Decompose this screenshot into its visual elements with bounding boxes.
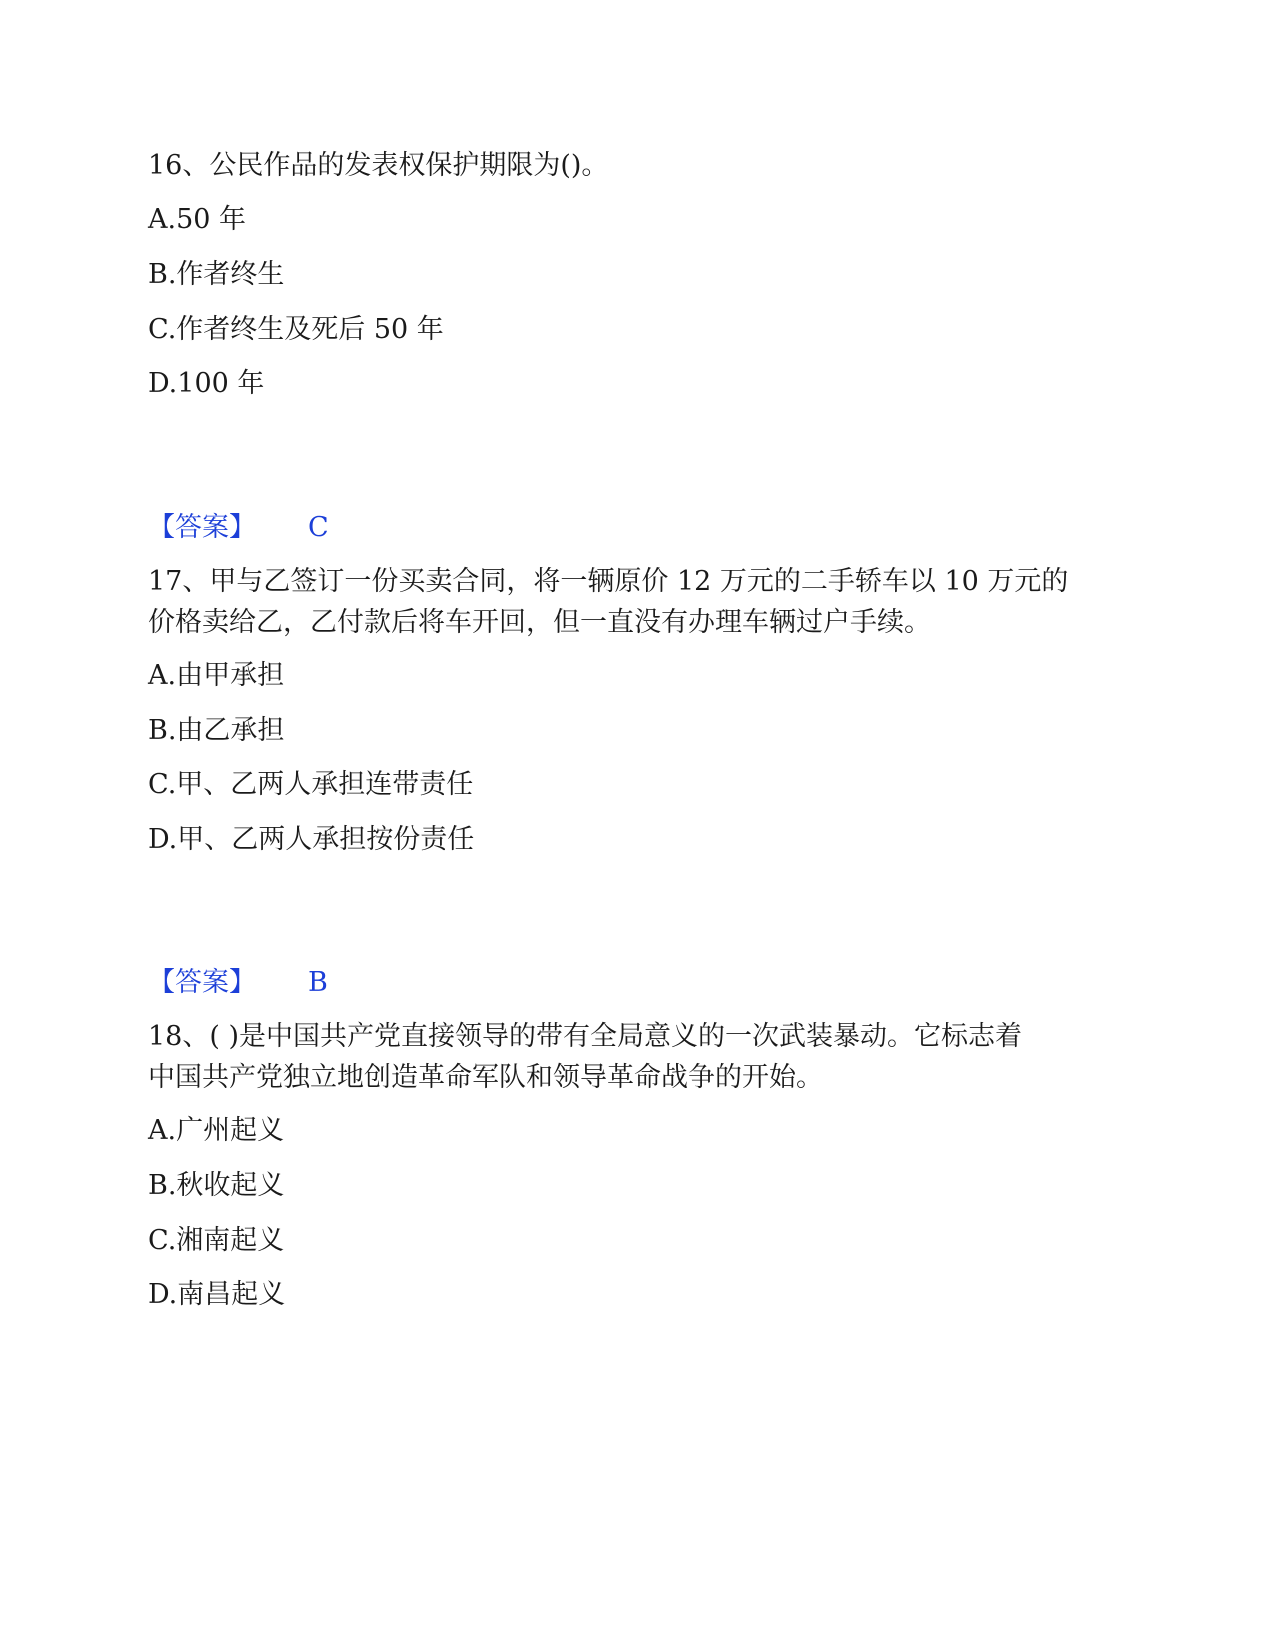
q18-stem-line-1: 18、( )是中国共产党直接领导的带有全局意义的一次武装暴动。它标志着: [148, 1021, 1023, 1052]
q16-option-a: A.50 年: [148, 204, 247, 235]
q17-stem-line-2: 价格卖给乙，乙付款后将车开回，但一直没有办理车辆过户手续。: [148, 607, 931, 638]
answer-value: C: [308, 512, 329, 543]
q16-option-c: C.作者终生及死后 50 年: [148, 314, 444, 345]
q16-stem: 16、公民作品的发表权保护期限为()。: [148, 150, 609, 181]
q16-option-b: B.作者终生: [148, 259, 285, 290]
q17-option-b: B.由乙承担: [148, 715, 285, 746]
answer-value: B: [308, 967, 328, 998]
q17-option-c: C.甲、乙两人承担连带责任: [148, 769, 474, 800]
q18-stem-line-2: 中国共产党独立地创造革命军队和领导革命战争的开始。: [148, 1062, 823, 1093]
q17-option-d: D.甲、乙两人承担按份责任: [148, 824, 475, 855]
q17-option-a: A.由甲承担: [148, 660, 285, 691]
q17-answer: [148, 963, 328, 1003]
q18-option-a: A.广州起义: [148, 1115, 285, 1146]
q16-answer: [148, 508, 329, 548]
q18-option-d: D.南昌起义: [148, 1279, 286, 1310]
q17-stem-line-1: 17、甲与乙签订一份买卖合同，将一辆原价 12 万元的二手轿车以 10 万元的: [148, 566, 1069, 597]
q18-option-b: B.秋收起义: [148, 1170, 285, 1201]
answer-label: 【答案】: [148, 967, 256, 998]
q18-option-c: C.湘南起义: [148, 1225, 285, 1256]
answer-label: 【答案】: [148, 512, 256, 543]
q16-option-d: D.100 年: [148, 368, 265, 399]
